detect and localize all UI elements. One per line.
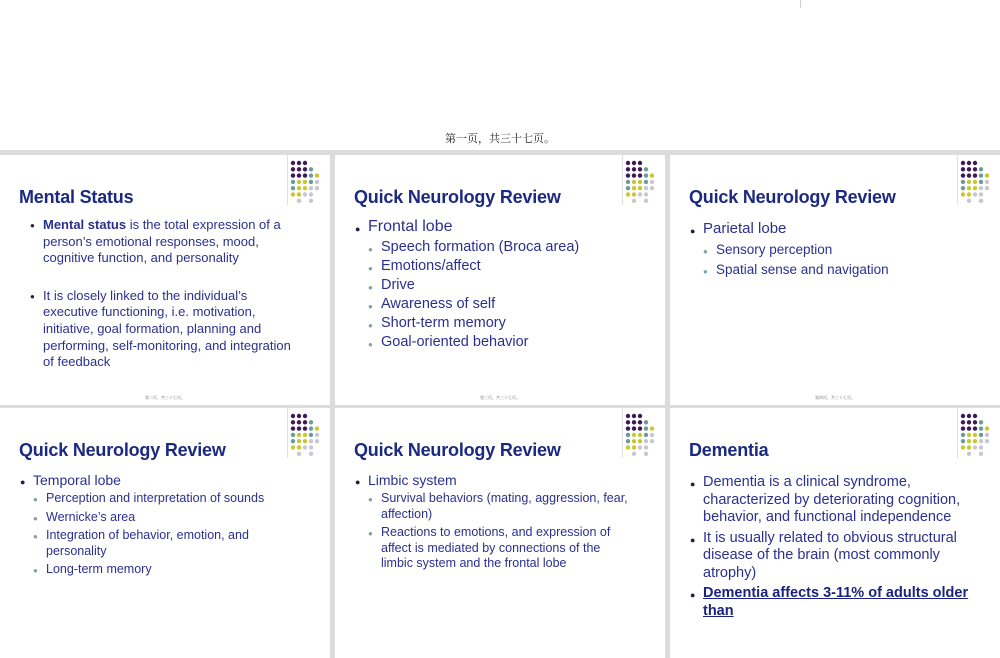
decor-dot xyxy=(632,433,636,437)
decor-dot xyxy=(297,180,301,184)
bold-term: Mental status xyxy=(43,217,127,232)
page-edge-line xyxy=(800,0,801,8)
slide-title: Quick Neurology Review xyxy=(19,440,226,460)
decor-dot xyxy=(985,180,989,184)
decor-dot xyxy=(644,445,648,449)
sub-item: ● Wernicke’s area xyxy=(33,510,294,526)
sub-item: ● Goal-oriented behavior xyxy=(368,333,629,352)
sub-item: ● Reactions to emotions, and expression of affect is mediated by connections of the limbic system and the frontal lobe xyxy=(368,525,629,572)
decor-dot xyxy=(967,199,971,203)
decor-dot xyxy=(626,420,630,424)
decor-dot xyxy=(632,199,636,203)
dot-grid-icon xyxy=(625,413,657,461)
dot-grid-icon xyxy=(290,413,322,461)
list-item: ● Dementia is a clinical syndrome, characterized by deteriorating cognition, behavior, and functional independence xyxy=(690,474,970,527)
decor-dot xyxy=(967,167,971,171)
decor-dot xyxy=(632,180,636,184)
decor-dot xyxy=(979,452,983,456)
bullet-text: Temporal lobe xyxy=(33,472,121,488)
bullet-list xyxy=(20,472,294,581)
decor-dot xyxy=(626,173,630,177)
list-item xyxy=(355,472,629,572)
decor-dot xyxy=(985,433,989,437)
slide-title: Quick Neurology Review xyxy=(354,440,561,460)
decor-dot xyxy=(626,445,630,449)
decor-dot xyxy=(297,420,301,424)
decor-dot xyxy=(632,173,636,177)
decor-dot xyxy=(961,161,965,165)
decor-dot xyxy=(297,161,301,165)
sub-item: ● Awareness of self xyxy=(368,295,629,314)
decor-dot xyxy=(961,439,965,443)
decor-dot xyxy=(291,426,295,430)
reference-link[interactable]: Dementia affects 3-11% of adults older than xyxy=(703,585,969,619)
decor-dot xyxy=(315,186,319,190)
decor-dot xyxy=(638,445,642,449)
decor-dot xyxy=(638,173,642,177)
decor-dot xyxy=(626,426,630,430)
decor-dot xyxy=(626,192,630,196)
slide-title: Quick Neurology Review xyxy=(689,187,896,207)
slide-mental-status[interactable] xyxy=(0,155,330,405)
decor-dot xyxy=(979,426,983,430)
decor-dot xyxy=(967,426,971,430)
decor-dot xyxy=(967,445,971,449)
decor-dot xyxy=(644,420,648,424)
decor-dot xyxy=(644,167,648,171)
decor-dot xyxy=(973,420,977,424)
sub-item: ● Long-term memory xyxy=(33,562,294,578)
sub-item: ● Short-term memory xyxy=(368,314,629,333)
decor-dot xyxy=(303,161,307,165)
decor-dot xyxy=(961,414,965,418)
decor-dot xyxy=(309,199,313,203)
decor-dot xyxy=(303,433,307,437)
decor-dot xyxy=(291,433,295,437)
divider xyxy=(957,155,958,205)
decor-dot xyxy=(644,186,648,190)
decor-dot xyxy=(315,433,319,437)
decor-dot xyxy=(961,445,965,449)
decor-dot xyxy=(638,192,642,196)
sub-list xyxy=(368,491,629,572)
decor-dot xyxy=(309,173,313,177)
divider xyxy=(622,408,623,458)
decor-dot xyxy=(961,420,965,424)
decor-dot xyxy=(291,173,295,177)
bullet-text: Limbic system xyxy=(368,472,457,488)
decor-dot xyxy=(985,426,989,430)
decor-dot xyxy=(973,173,977,177)
slide-title: Quick Neurology Review xyxy=(354,187,561,207)
slide-frontal-lobe[interactable] xyxy=(335,155,665,405)
decor-dot xyxy=(626,414,630,418)
decor-dot xyxy=(961,173,965,177)
decor-dot xyxy=(985,186,989,190)
decor-dot xyxy=(967,433,971,437)
decor-dot xyxy=(973,414,977,418)
decor-dot xyxy=(644,192,648,196)
decor-dot xyxy=(638,180,642,184)
decor-dot xyxy=(309,445,313,449)
decor-dot xyxy=(967,173,971,177)
decor-dot xyxy=(309,433,313,437)
decor-dot xyxy=(644,452,648,456)
dot-grid-icon xyxy=(960,413,992,461)
decor-dot xyxy=(632,452,636,456)
decor-dot xyxy=(961,180,965,184)
list-item xyxy=(355,217,629,352)
decor-dot xyxy=(291,192,295,196)
decor-dot xyxy=(303,439,307,443)
decor-dot xyxy=(303,445,307,449)
page-caption: 第一页，共三十七页。 xyxy=(445,133,555,145)
divider xyxy=(287,408,288,458)
slide-limbic-system[interactable] xyxy=(335,408,665,658)
decor-dot xyxy=(309,426,313,430)
decor-dot xyxy=(961,192,965,196)
decor-dot xyxy=(985,439,989,443)
sub-item: ● Perception and interpretation of sounds xyxy=(33,491,294,507)
decor-dot xyxy=(961,186,965,190)
decor-dot xyxy=(626,186,630,190)
decor-dot xyxy=(315,180,319,184)
decor-dot xyxy=(626,180,630,184)
decor-dot xyxy=(973,433,977,437)
decor-dot xyxy=(973,180,977,184)
decor-dot xyxy=(973,426,977,430)
decor-dot xyxy=(985,173,989,177)
decor-dot xyxy=(309,452,313,456)
decor-dot xyxy=(979,192,983,196)
decor-dot xyxy=(979,199,983,203)
bullet-list xyxy=(30,217,294,371)
decor-dot xyxy=(638,167,642,171)
bullet-list xyxy=(690,220,964,280)
decor-dot xyxy=(979,167,983,171)
list-item xyxy=(30,217,294,267)
decor-dot xyxy=(632,414,636,418)
decor-dot xyxy=(644,433,648,437)
decor-dot xyxy=(644,426,648,430)
decor-dot xyxy=(650,186,654,190)
decor-dot xyxy=(979,180,983,184)
slide-parietal-lobe[interactable] xyxy=(670,155,1000,405)
decor-dot xyxy=(638,161,642,165)
decor-dot xyxy=(309,167,313,171)
decor-dot xyxy=(291,439,295,443)
sub-item: ● Survival behaviors (mating, aggression, fear, affection) xyxy=(368,491,629,522)
decor-dot xyxy=(961,433,965,437)
decor-dot xyxy=(638,439,642,443)
decor-dot xyxy=(297,192,301,196)
decor-dot xyxy=(967,439,971,443)
decor-dot xyxy=(309,439,313,443)
decor-dot xyxy=(644,439,648,443)
decor-dot xyxy=(632,161,636,165)
slide-footer: 第三页，共三十七页。 xyxy=(480,395,520,400)
decor-dot xyxy=(650,439,654,443)
sub-item: ● Spatial sense and navigation xyxy=(703,260,964,280)
decor-dot xyxy=(291,420,295,424)
list-item xyxy=(690,585,970,620)
decor-dot xyxy=(297,167,301,171)
sub-list xyxy=(33,491,294,578)
slide-dementia[interactable] xyxy=(670,408,1000,658)
dot-grid-icon xyxy=(290,160,322,208)
decor-dot xyxy=(650,433,654,437)
sub-item: ● Speech formation (Broca area) xyxy=(368,238,629,257)
decor-dot xyxy=(973,445,977,449)
decor-dot xyxy=(961,167,965,171)
decor-dot xyxy=(315,439,319,443)
decor-dot xyxy=(303,414,307,418)
divider xyxy=(287,155,288,205)
decor-dot xyxy=(967,452,971,456)
decor-dot xyxy=(644,173,648,177)
decor-dot xyxy=(632,186,636,190)
decor-dot xyxy=(297,414,301,418)
list-item xyxy=(690,220,964,280)
decor-dot xyxy=(979,439,983,443)
sub-item: ● Sensory perception xyxy=(703,240,964,260)
slide-footer: 第四页，共三十七页。 xyxy=(815,395,855,400)
decor-dot xyxy=(650,173,654,177)
decor-dot xyxy=(632,192,636,196)
decor-dot xyxy=(967,414,971,418)
sub-item: ● Integration of behavior, emotion, and personality xyxy=(33,528,294,559)
decor-dot xyxy=(309,180,313,184)
sub-list xyxy=(368,238,629,352)
decor-dot xyxy=(632,167,636,171)
divider xyxy=(622,155,623,205)
decor-dot xyxy=(638,414,642,418)
decor-dot xyxy=(303,180,307,184)
divider xyxy=(957,408,958,458)
decor-dot xyxy=(297,426,301,430)
decor-dot xyxy=(638,186,642,190)
dot-grid-icon xyxy=(960,160,992,208)
decor-dot xyxy=(626,433,630,437)
decor-dot xyxy=(297,452,301,456)
decor-dot xyxy=(303,186,307,190)
decor-dot xyxy=(979,420,983,424)
bullet-text: Parietal lobe xyxy=(703,220,787,237)
decor-dot xyxy=(973,192,977,196)
decor-dot xyxy=(291,414,295,418)
decor-dot xyxy=(297,199,301,203)
decor-dot xyxy=(967,192,971,196)
decor-dot xyxy=(961,426,965,430)
decor-dot xyxy=(650,180,654,184)
decor-dot xyxy=(309,420,313,424)
decor-dot xyxy=(297,173,301,177)
dot-grid-icon xyxy=(625,160,657,208)
decor-dot xyxy=(967,161,971,165)
list-item xyxy=(20,472,294,578)
decor-dot xyxy=(632,426,636,430)
decor-dot xyxy=(291,167,295,171)
decor-dot xyxy=(303,173,307,177)
decor-dot xyxy=(979,173,983,177)
decor-dot xyxy=(632,420,636,424)
decor-dot xyxy=(638,433,642,437)
bullet-list xyxy=(690,474,970,623)
decor-dot xyxy=(632,439,636,443)
decor-dot xyxy=(315,426,319,430)
bullet-list xyxy=(355,472,629,575)
decor-dot xyxy=(291,180,295,184)
decor-dot xyxy=(644,199,648,203)
sub-list xyxy=(703,240,964,280)
decor-dot xyxy=(309,186,313,190)
decor-dot xyxy=(973,161,977,165)
decor-dot xyxy=(303,192,307,196)
decor-dot xyxy=(979,445,983,449)
decor-dot xyxy=(626,161,630,165)
decor-dot xyxy=(297,439,301,443)
decor-dot xyxy=(650,426,654,430)
sub-item: ● Emotions/affect xyxy=(368,257,629,276)
sub-item: ● Drive xyxy=(368,276,629,295)
decor-dot xyxy=(315,173,319,177)
decor-dot xyxy=(638,420,642,424)
bullet-text: Frontal lobe xyxy=(368,218,453,235)
slide-title: Mental Status xyxy=(19,187,134,207)
decor-dot xyxy=(967,186,971,190)
decor-dot xyxy=(967,180,971,184)
decor-dot xyxy=(297,433,301,437)
decor-dot xyxy=(973,167,977,171)
decor-dot xyxy=(309,192,313,196)
list-item: ● It is closely linked to the individual’s executive functioning, i.e. motivation, initiative, goal formation, planning and performing, self-monitoring, and integration of feedback xyxy=(30,288,294,371)
decor-dot xyxy=(644,180,648,184)
slide-title: Dementia xyxy=(689,440,769,460)
decor-dot xyxy=(297,186,301,190)
decor-dot xyxy=(303,167,307,171)
slide-footer: 第二页，共三十七页。 xyxy=(145,395,185,400)
decor-dot xyxy=(291,186,295,190)
bullet-text: is the total expression of a person’s emotional responses, mood, cognitive function, and personality xyxy=(43,217,281,266)
bullet-list xyxy=(355,217,629,352)
decor-dot xyxy=(303,426,307,430)
decor-dot xyxy=(973,439,977,443)
decor-dot xyxy=(979,186,983,190)
decor-dot xyxy=(297,445,301,449)
decor-dot xyxy=(979,433,983,437)
decor-dot xyxy=(626,439,630,443)
decor-dot xyxy=(632,445,636,449)
decor-dot xyxy=(967,420,971,424)
decor-dot xyxy=(973,186,977,190)
decor-dot xyxy=(291,161,295,165)
decor-dot xyxy=(626,167,630,171)
decor-dot xyxy=(638,426,642,430)
decor-dot xyxy=(291,445,295,449)
slide-temporal-lobe[interactable] xyxy=(0,408,330,658)
previous-page-area xyxy=(0,0,1000,150)
decor-dot xyxy=(303,420,307,424)
list-item: ● It is usually related to obvious structural disease of the brain (most commonly atrophy) xyxy=(690,530,970,583)
